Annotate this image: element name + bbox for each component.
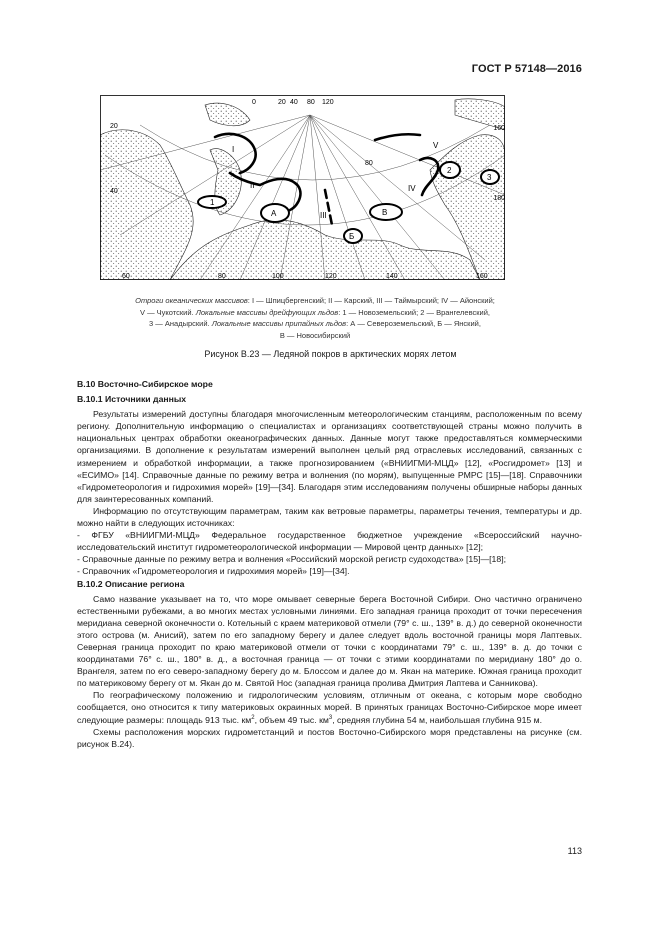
arctic-ice-map: [100, 95, 505, 280]
list-item-handbook: - Справочник «Гидрометеорология и гидрохимия морей» [19]—[34].: [77, 566, 350, 577]
region-label-i: I: [232, 145, 235, 154]
paragraph-data-sources: Результаты измерений доступны благодаря многочисленным метеорологическим станциям, расположенным по всему региону. Дополнительную информацию о специалистах и организациях соответствующей страны можно получить в национальных центрах обработки океанографических данных. Данные могут также предоставляться коммерческими организациями. В дополнение к результатам измерений выполнен целый ряд отраслевых исследований, связанных с измерением и обработкой информации, а также прогнозированием («ВНИИГМИ-МЦД» [12], «Росгидромет» [13] и «ЕСИМО» [14]. Справочные данные по режиму ветра и волнения (по морям), выпущенные РМРС [15]—[18]. Справочники «Гидрометеорология и гидрохимия морей» [19]—[34]. Благодаря этим исследованиям получены обширные наборы данных для заинтересованных компаний.: [77, 409, 582, 504]
list-item-vniigmi: - ФГБУ «ВНИИГМИ-МЦД» Федеральное государственное бюджетное учреждение «Всероссийский научно-исследовательский институт гидрометеорологической информации — Мировой центр данных» [12];: [77, 530, 582, 553]
tick-top-40: 40: [290, 99, 298, 106]
region-label-ii: II: [250, 181, 255, 190]
main-content: [77, 378, 582, 750]
page-number: 113: [567, 846, 582, 856]
region-label-1: 1: [210, 198, 215, 207]
region-label-a: А: [271, 209, 277, 218]
figure-legend: [100, 295, 530, 341]
legend-ocean-spurs-title: Отроги океанических массивов: [135, 296, 248, 305]
region-label-2: 2: [447, 166, 452, 175]
legend-fast-ice-items: : А — Североземельский, Б — Янский,: [346, 319, 481, 328]
tick-bottom-140: 140: [386, 273, 398, 280]
paragraph-region-borders: Само название указывает на то, что море омывает северные берега Восточной Сибири. Оно частично ограничено естественными рубежами, а во многих местах условными линиями. Его западная граница проходит от точки пересечения меридиана северной оконечности о. Котельный с краем материковой отмели (79° с. ш., 139° в. д.) до северной оконечности этого острова (м. Анисий), затем по его западному берегу и далее следует вдоль восточной границы моря Лаптевых. Северная граница проходит по краю материковой отмели от точки с координатами 79° с. ш., 139° в. д. до точки с координатами 76° с. ш., 180° в. д., а восточная граница — от точки с этими координатами по меридиану 180° до о. Врангеля, затем по его северо-западному берегу до м. Блоссом и далее до м. Якан на материке. Южная граница проходит по материковому берегу от м. Якан до м. Святой Нос (западная граница пролива Дмитрия Лаптева и Санникова).: [77, 593, 582, 689]
list-item-register: - Справочные данные по режиму ветра и волнения «Российский морской регистр судоходства» [15]—[18];: [77, 554, 507, 565]
dimensions-text-1: По географическому положению и гидрологическим условиям, отличным от океана, с которым море свободно сообщается, оно относится к типу материковых окраинных морей. В принятых границах Восточно-Сибирское море имеет следующие размеры: площадь 913 тыс. км: [77, 690, 582, 725]
superscript-3: 3: [328, 714, 333, 721]
section-heading-b10-1: В.10.1 Источники данных: [77, 394, 187, 405]
legend-drift-ice-title: Локальные массивы дрейфующих льдов: [195, 307, 339, 317]
tick-top-80: 80: [307, 99, 315, 106]
legend-ocean-spurs-v: V — Чукотский.: [139, 307, 196, 317]
figure-caption: Рисунок В.23 — Ледяной покров в арктических морях летом: [204, 349, 457, 359]
legend-fast-ice-v: В — Новосибирский: [279, 330, 351, 340]
paragraph-missing-params: Информацию по отсутствующим параметрам, таким как ветровые параметры, параметры течения, температуры и др. можно найти в следующих источниках:: [77, 505, 582, 529]
legend-drift-ice-3: 3 — Анадырский.: [149, 319, 212, 328]
tick-bottom-60: 60: [122, 273, 130, 280]
tick-right-180: 180: [493, 195, 505, 202]
dimensions-text-2: , объем 49 тыс. км: [254, 714, 329, 725]
region-label-3: 3: [487, 173, 492, 182]
region-label-v-fast: В: [382, 208, 388, 217]
tick-bottom-120: 120: [325, 273, 337, 280]
section-heading-b10: В.10 Восточно-Сибирское море: [77, 379, 213, 389]
region-label-b: Б: [349, 232, 355, 241]
dimensions-text-3: , средняя глубина 54 м, наибольшая глубина 915 м.: [332, 714, 543, 725]
paragraph-station-schemes: Схемы расположения морских гидрометстанций и постов Восточно-Сибирского моря представлены на рисунке (см. рисунок В.24).: [77, 726, 582, 749]
region-label-iii: III: [320, 211, 327, 220]
tick-bottom-160: 160: [476, 273, 488, 280]
tick-right-160: 160: [493, 125, 505, 132]
document-code: ГОСТ Р 57148—2016: [471, 63, 582, 75]
tick-top-0: 0: [252, 99, 256, 106]
legend-fast-ice-title: Локальные массивы припайных льдов: [211, 319, 347, 328]
region-label-iv: IV: [408, 184, 416, 193]
legend-line-3: [100, 318, 530, 330]
tick-left-40: 40: [110, 188, 118, 195]
superscript-2: 2: [251, 714, 255, 721]
legend-ocean-spurs-items: : I — Шпицбергенский; II — Карский, III — Таймырский; IV — Айонский;: [247, 296, 495, 305]
region-label-v: V: [433, 141, 439, 150]
tick-bottom-100: 100: [272, 273, 284, 280]
tick-top-120: 120: [322, 99, 334, 106]
tick-left-20: 20: [110, 123, 118, 130]
tick-bottom-80: 80: [218, 273, 226, 280]
legend-drift-ice-items: : 1 — Новоземельский; 2 — Врангелевский,: [338, 307, 490, 317]
lat-label-80: 80: [365, 160, 373, 167]
legend-line-4: [100, 330, 530, 342]
legend-line-2: [100, 307, 530, 319]
section-heading-b10-2: В.10.2 Описание региона: [77, 578, 185, 589]
tick-top-20: 20: [278, 99, 286, 106]
paragraph-sea-dimensions: [77, 689, 582, 725]
legend-line-1: [100, 295, 530, 307]
